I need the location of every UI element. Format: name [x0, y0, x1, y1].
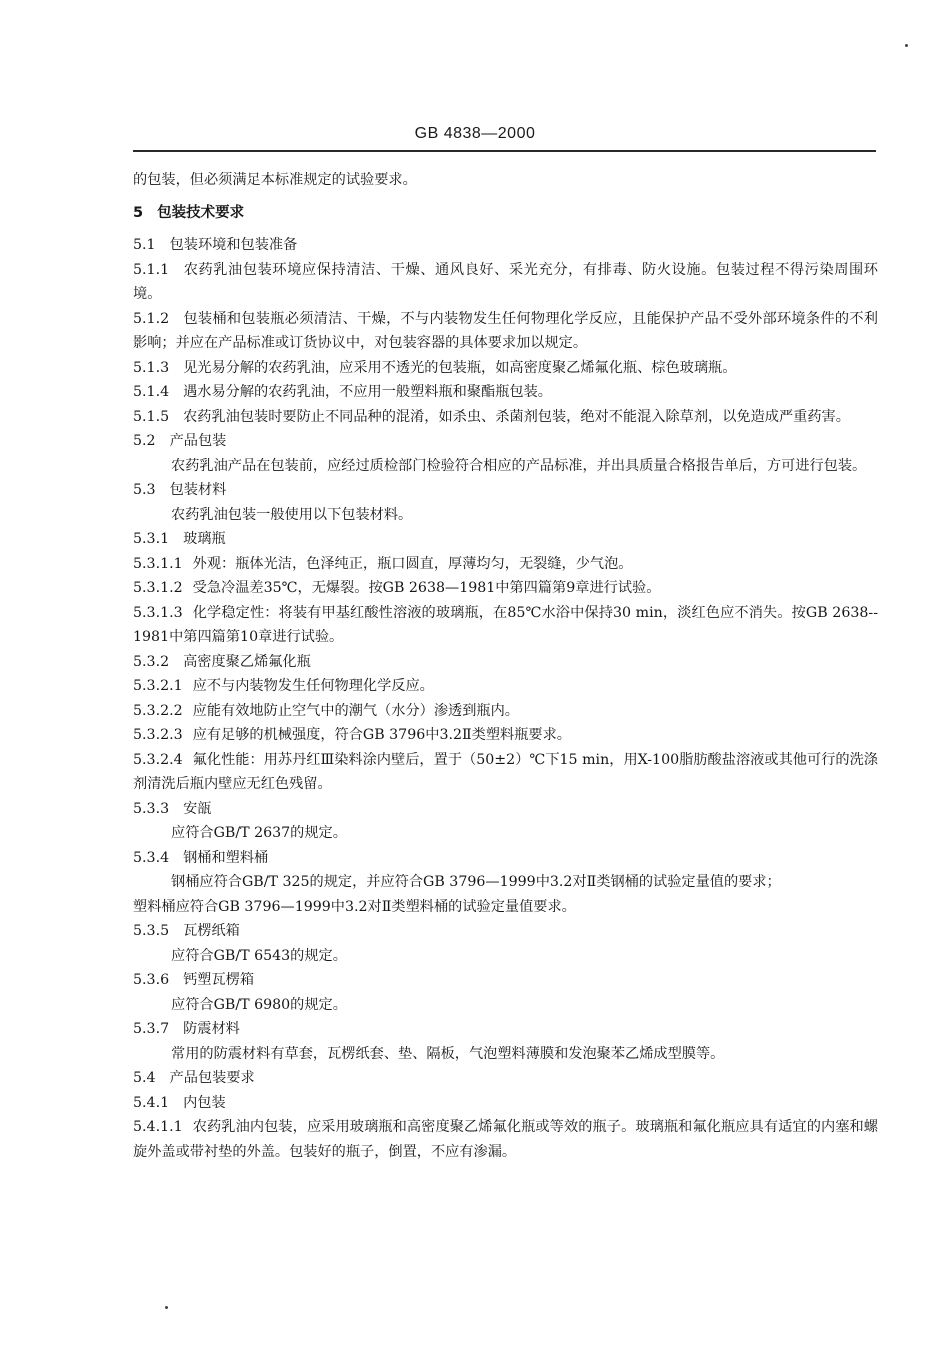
clause-5-3: 5.3 包装材料: [133, 482, 227, 498]
clause-5-3-2-1: 5.3.2.1 应不与内装物发生任何物理化学反应。: [133, 678, 434, 694]
clause-5-3-4: 5.3.4 钢桶和塑料桶: [133, 849, 269, 866]
clause-5-1-5: 5.1.5 农药乳油包装时要防止不同品种的混淆，如杀虫、杀菌剂包装，绝对不能混入除草剂，以免造成严重药害。: [133, 408, 850, 425]
clause-5-1: 5.1 包装环境和包装准备: [133, 237, 298, 253]
scan-speck: [165, 1306, 168, 1309]
clause-5-4-1-1: 5.4.1.1 农药乳油内包装，应采用玻璃瓶和高密度聚乙烯氟化瓶或等效的瓶子。玻璃瓶和氟化瓶应具有适宜的内塞和螺旋外盖或带衬垫的外盖。包装好的瓶子，倒置，不应有渗漏。: [133, 1119, 878, 1160]
clause-5-4-1: 5.4.1 内包装: [133, 1094, 226, 1111]
clause-5-1-2: 5.1.2 包装桶和包装瓶必须清洁、干燥，不与内装物发生任何物理化学反应，且能保护产品不受外部环境条件的不利影响；并应在产品标准或订货协议中，对包装容器的具体要求加以规定。: [133, 310, 878, 351]
header-rule: [133, 150, 876, 152]
clause-5-3-2-2: 5.3.2.2 应能有效地防止空气中的潮气（水分）渗透到瓶内。: [133, 702, 519, 719]
clause-5-1-3: 5.1.3 见光易分解的农药乳油，应采用不透光的包装瓶，如高密度聚乙烯氟化瓶、棕色玻璃瓶。: [133, 359, 737, 376]
clause-5-3-1-1: 5.3.1.1 外观：瓶体光洁，色泽纯正，瓶口圆直，厚薄均匀，无裂缝，少气泡。: [133, 555, 633, 572]
clause-5-3-2-4: 5.3.2.4 氟化性能：用苏丹红Ⅲ染料涂内壁后，置于（50±2）℃下15 min，用X-100脂肪酸盐溶液或其他可行的洗涤剂清洗后瓶内壁应无红色残留。: [133, 751, 878, 792]
clause-5-3-4-body-plastic: 塑料桶应符合GB 3796—1999中3.2对Ⅱ类塑料桶的试验定量值要求。: [133, 898, 576, 915]
section-5-heading: 5 包装技术要求: [133, 204, 245, 221]
clause-5-3-3-body: 应符合GB/T 2637的规定。: [171, 825, 347, 841]
clause-5-2-body: 农药乳油产品在包装前，应经过质检部门检验符合相应的产品标准，并出具质量合格报告单后，方可进行包装。: [171, 457, 867, 474]
clause-5-1-4: 5.1.4 遇水易分解的农药乳油，不应用一般塑料瓶和聚酯瓶包装。: [133, 384, 552, 400]
scan-speck: [905, 44, 908, 47]
clause-5-3-1-2: 5.3.1.2 受急冷温差35℃，无爆裂。按GB 2638—1981中第四篇第9章进行试验。: [133, 580, 661, 596]
clause-5-4: 5.4 产品包装要求: [133, 1070, 255, 1086]
clause-5-3-7: 5.3.7 防震材料: [133, 1021, 240, 1037]
clause-5-3-7-body: 常用的防震材料有草套，瓦楞纸套、垫、隔板，气泡塑料薄膜和发泡聚苯乙烯成型膜等。: [171, 1045, 725, 1062]
clause-5-1-1: 5.1.1 农药乳油包装环境应保持清洁、干燥、通风良好、采光充分，有排毒、防火设施。包装过程不得污染周围环境。: [133, 261, 878, 302]
clause-5-2: 5.2 产品包装: [133, 433, 227, 449]
clause-5-3-5: 5.3.5 瓦楞纸箱: [133, 923, 240, 939]
clause-5-3-6: 5.3.6 钙塑瓦楞箱: [133, 972, 255, 988]
clause-5-3-6-body: 应符合GB/T 6980的规定。: [171, 996, 347, 1013]
clause-5-3-1: 5.3.1 玻璃瓶: [133, 531, 226, 547]
clause-5-3-body: 农药乳油包装一般使用以下包装材料。: [171, 506, 413, 523]
clause-5-3-1-3: 5.3.1.3 化学稳定性：将装有甲基红酸性溶液的玻璃瓶，在85℃水浴中保持30 min，淡红色应不消失。按GB 2638--1981中第四篇第10章进行试验。: [133, 604, 878, 645]
document-body: [133, 168, 878, 1164]
clause-5-3-5-body: 应符合GB/T 6543的规定。: [171, 947, 347, 964]
clause-5-3-2: 5.3.2 高密度聚乙烯氟化瓶: [133, 653, 311, 670]
paragraph-continuation: 的包装，但必须满足本标准规定的试验要求。: [133, 172, 417, 188]
clause-5-3-3: 5.3.3 安瓿: [133, 800, 212, 817]
standard-number-header: GB 4838—2000: [414, 125, 536, 142]
clause-5-3-4-body-steel: 钢桶应符合GB/T 325的规定，并应符合GB 3796—1999中3.2对Ⅱ类钢桶的试验定量值的要求；: [171, 874, 781, 890]
clause-5-3-2-3: 5.3.2.3 应有足够的机械强度，符合GB 3796中3.2Ⅱ类塑料瓶要求。: [133, 727, 571, 743]
